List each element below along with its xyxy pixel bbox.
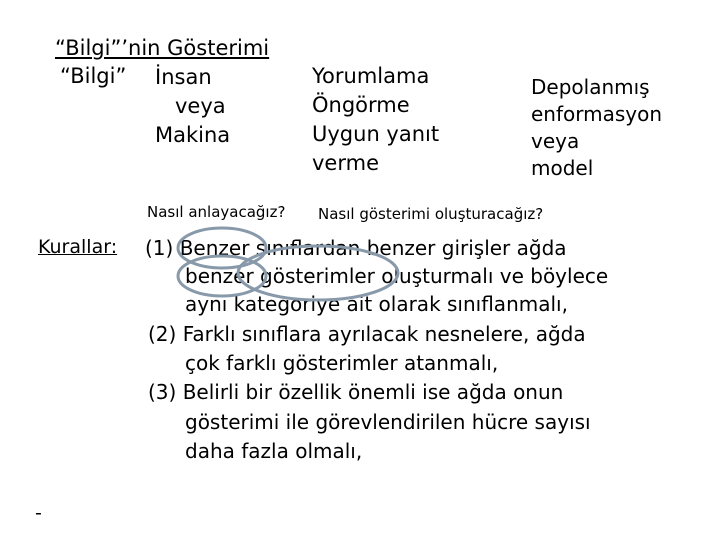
source-block	[155, 63, 245, 150]
footer-mark: -	[35, 502, 42, 524]
rule-line-1: (1) Benzer sınıflardan benzer girişler ağda	[145, 236, 567, 260]
slide-title: “Bilgi”’nin Gösterimi	[55, 36, 270, 60]
interpretation-block	[312, 62, 439, 178]
source-line-1: İnsan	[155, 65, 212, 89]
middle-line-1: Yorumlama	[312, 64, 430, 88]
rules-label: Kurallar:	[38, 236, 118, 258]
bilgi-label: “Bilgi”	[60, 64, 127, 88]
right-line-4: model	[531, 156, 594, 180]
storage-block	[531, 74, 662, 182]
middle-line-4: verme	[312, 151, 379, 175]
rule-line-4: (2) Farklı sınıflara ayrılacak nesnelere, ağda	[148, 322, 586, 346]
rule-line-2: benzer gösterimler oluşturmalı ve böylece	[185, 264, 609, 288]
right-line-3: veya	[531, 129, 580, 153]
question-understand: Nasıl anlayacağız?	[147, 203, 286, 221]
question-representation: Nasıl gösterimi oluşturacağız?	[318, 205, 544, 223]
middle-line-3: Uygun yanıt	[312, 122, 440, 146]
rule-line-8: daha fazla olmalı,	[185, 439, 363, 463]
source-line-3: Makina	[155, 123, 231, 147]
rule-line-6: (3) Belirli bir özellik önemli ise ağda onun	[148, 380, 564, 404]
rule-line-7: gösterimi ile görevlendirilen hücre sayısı	[185, 410, 591, 434]
right-line-1: Depolanmış	[531, 75, 650, 99]
rule-line-3: aynı kategoriye ait olarak sınıflanmalı,	[185, 292, 568, 316]
source-line-2: veya	[175, 94, 226, 118]
middle-line-2: Öngörme	[312, 93, 410, 117]
right-line-2: enformasyon	[531, 102, 663, 126]
rule-line-5: çok farklı gösterimler atanmalı,	[185, 351, 499, 375]
